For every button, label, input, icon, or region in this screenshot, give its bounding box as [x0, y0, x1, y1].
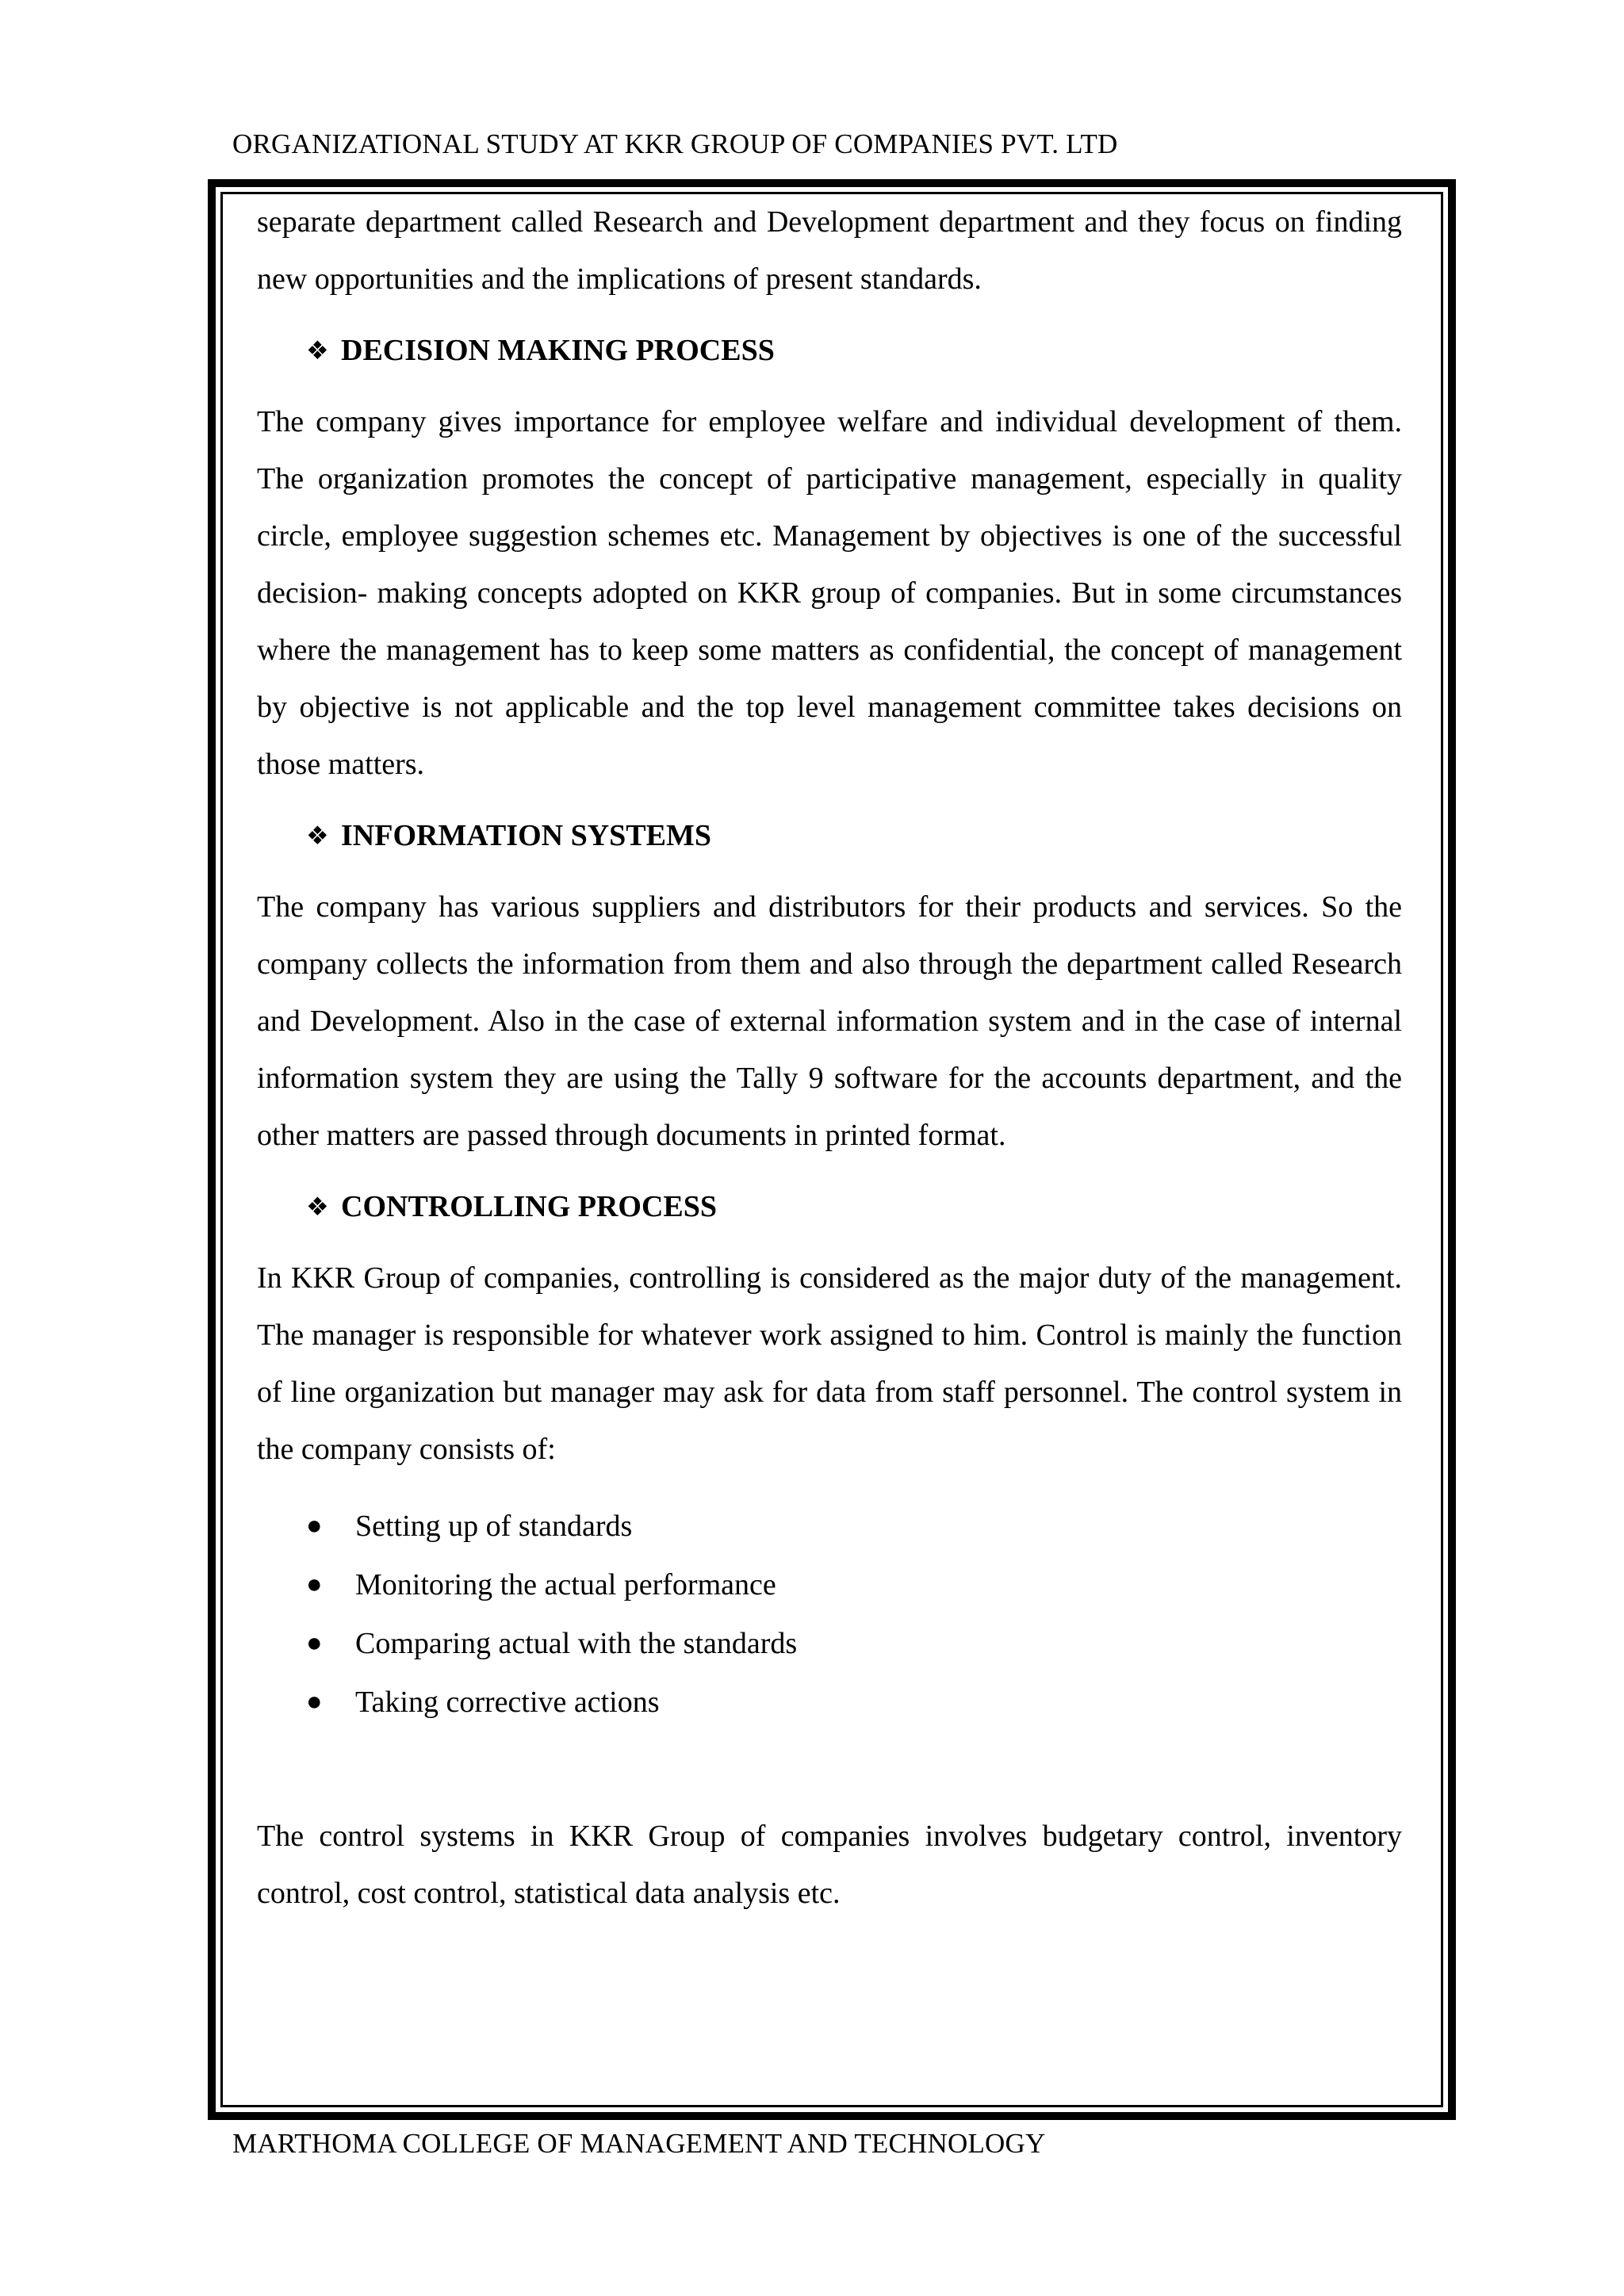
list-item-text: Comparing actual with the standards: [355, 1627, 798, 1660]
section-heading-controlling-process: [306, 1184, 1402, 1229]
control-system-list: [257, 1497, 1402, 1732]
bullet-dot-icon: ●: [306, 1511, 323, 1540]
section-heading-decision-making: [306, 328, 1402, 373]
intro-paragraph: separate department called Research and Development department and they focus on finding new opportunities and the implications of present standards.: [257, 205, 1402, 296]
running-footer: MARTHOMA COLLEGE OF MANAGEMENT AND TECHNOLOGY: [232, 2128, 1046, 2159]
section-heading-information-systems: [306, 813, 1402, 858]
information-systems-paragraph: The company has various suppliers and distributors for their products and services. So the company collects the information from them and also through the department called Research and Development. Also in the case of external information system and in the case of internal information system they are using the Tally 9 software for the accounts department, and the other matters are passed through documents in printed format.: [257, 890, 1402, 1152]
diamond-bullet-icon: ❖: [306, 821, 329, 850]
bullet-dot-icon: ●: [306, 1687, 323, 1716]
list-item-text: Taking corrective actions: [355, 1686, 660, 1719]
section-heading-text: DECISION MAKING PROCESS: [341, 334, 775, 367]
diamond-bullet-icon: ❖: [306, 1192, 329, 1221]
page-content: [257, 193, 1402, 1922]
running-header: ORGANIZATIONAL STUDY AT KKR GROUP OF COMPANIES PVT. LTD: [232, 128, 1118, 159]
bullet-dot-icon: ●: [306, 1570, 323, 1599]
diamond-bullet-icon: ❖: [306, 336, 329, 365]
list-item-text: Setting up of standards: [355, 1510, 633, 1543]
list-item: [257, 1497, 1402, 1556]
control-systems-closing-paragraph: The control systems in KKR Group of companies involves budgetary control, inventory control, cost control, statistical data analysis etc.: [257, 1820, 1402, 1910]
decision-making-paragraph: The company gives importance for employee welfare and individual development of them. The organization promotes the concept of participative management, especially in quality circle, employee suggestion schemes etc. Management by objectives is one of the successful decision- making concepts adopted on KKR group of companies. But in some circumstances where the management has to keep some matters as confidential, the concept of management by objective is not applicable and the top level management committee takes decisions on those matters.: [257, 405, 1402, 781]
section-heading-text: INFORMATION SYSTEMS: [341, 819, 711, 852]
bullet-dot-icon: ●: [306, 1628, 323, 1658]
list-item-text: Monitoring the actual performance: [355, 1568, 776, 1601]
list-item: [257, 1673, 1402, 1732]
section-heading-text: CONTROLLING PROCESS: [341, 1190, 718, 1223]
controlling-process-paragraph: In KKR Group of companies, controlling is considered as the major duty of the management. The manager is responsible for whatever work assigned to him. Control is mainly the function of line organization but manager may ask for data from staff personnel. The control system in the company consists of:: [257, 1261, 1402, 1466]
list-item: [257, 1614, 1402, 1673]
list-item: [257, 1556, 1402, 1614]
